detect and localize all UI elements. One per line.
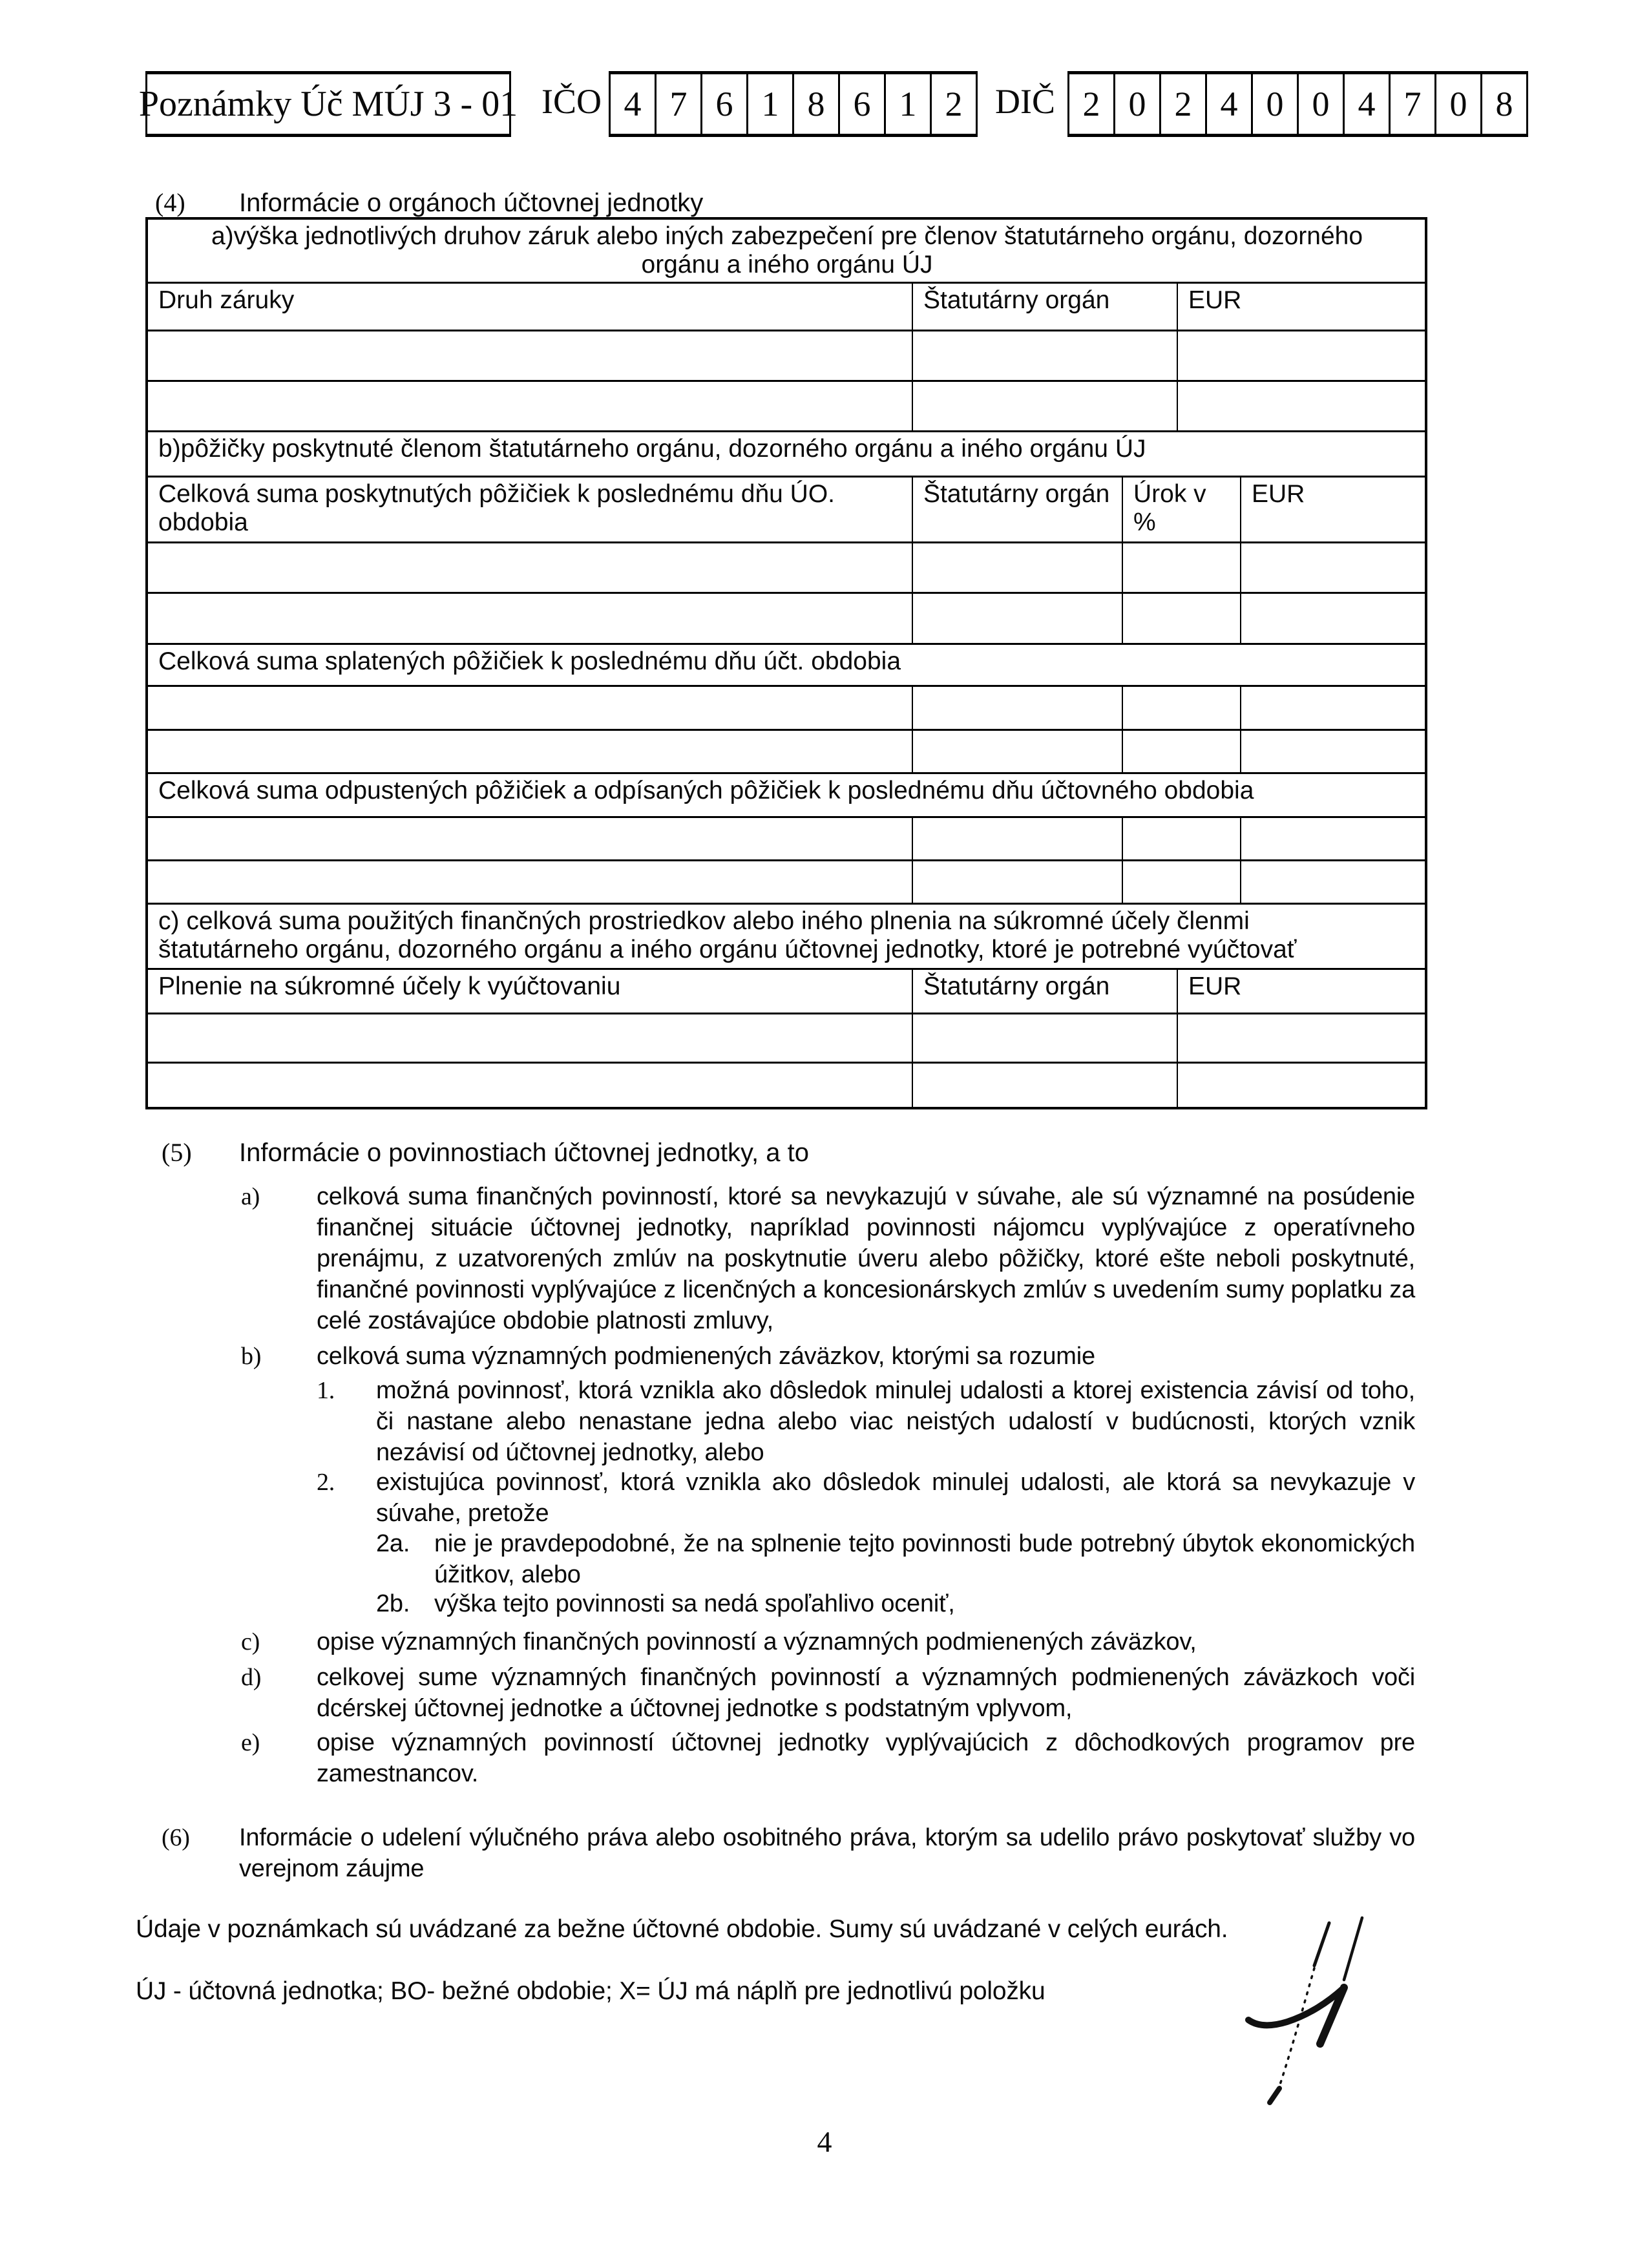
item-d-marker: d) (241, 1664, 262, 1691)
empty-cell (912, 593, 1122, 644)
empty-cell (147, 331, 912, 381)
empty-cell (1241, 543, 1426, 593)
empty-cell (147, 817, 912, 861)
empty-cell (147, 861, 912, 904)
section6-heading (162, 1822, 1415, 1884)
footer-note-1: Údaje v poznámkach sú uvádzané za bežne účtovné obdobie. Sumy sú uvádzané v celých eurách. (136, 1915, 1228, 1943)
dic-digit-cell: 0 (1113, 74, 1159, 134)
empty-cell (912, 543, 1122, 593)
item-c-marker: c) (241, 1628, 260, 1655)
empty-cell (147, 593, 912, 644)
dic-digit-cell: 8 (1480, 74, 1526, 134)
sub-item-2-marker: 2. (317, 1469, 335, 1496)
sub-item-2a-text: nie je pravdepodobné, že na splnenie tejto povinnosti bude potrebný úbytok ekonomických úžitkov, alebo (434, 1530, 1415, 1588)
empty-cell (1241, 817, 1426, 861)
empty-cell (1241, 593, 1426, 644)
empty-cell (1122, 686, 1241, 730)
section5-item-a (241, 1181, 1415, 1336)
private-organ-header-cell: Štatutárny orgán (912, 969, 1177, 1014)
section6-marker: (6) (162, 1824, 190, 1851)
section5-title: Informácie o povinnostiach účtovnej jednotky, a to (239, 1139, 809, 1167)
empty-cell (1177, 1063, 1426, 1108)
forgiven-loans-header-cell: Celková suma odpustených pôžičiek a odpísaných pôžičiek k poslednému dňu účtovného obdobia (147, 773, 1426, 817)
empty-cell (147, 543, 912, 593)
section4-marker: (4) (155, 188, 185, 217)
ico-digit-cell: 8 (792, 74, 838, 134)
item-d-text: celkovej sume významných finančných povinností a významných podmienených záväzkoch voči dcérskej účtovnej jednotke a účtovnej jednotke s podstatným vplyvom, (317, 1664, 1415, 1722)
dic-digit-cell: 0 (1434, 74, 1480, 134)
empty-cell (1177, 1014, 1426, 1063)
ico-digit-cell: 1 (746, 74, 792, 134)
empty-cell (147, 381, 912, 432)
section5-item-d (241, 1662, 1415, 1724)
table-b-header-cell: b)pôžičky poskytnuté členom štatutárneho orgánu, dozorného orgánu a iného orgánu ÚJ (147, 432, 1426, 477)
guarantee-type-header-cell: Druh záruky (147, 283, 912, 331)
ico-digit-cell: 7 (655, 74, 700, 134)
item-a-marker: a) (241, 1183, 260, 1210)
section5-marker: (5) (162, 1138, 192, 1167)
empty-cell (912, 730, 1122, 773)
dic-label: DIČ (995, 82, 1055, 121)
sub-item-2a-marker: 2a. (376, 1530, 410, 1557)
dic-digit-cell: 0 (1297, 74, 1343, 134)
empty-cell (912, 331, 1177, 381)
empty-cell (147, 1063, 912, 1108)
dic-digit-cell: 2 (1159, 74, 1205, 134)
section5-item-e (241, 1727, 1415, 1789)
section5-heading (162, 1137, 1493, 1168)
organs-table (145, 217, 1427, 1109)
sub-item-1-text: možná povinnosť, ktorá vznikla ako dôsledok minulej udalosti a ktorej existencia závisí od toho, či nastane alebo nenastane jedna alebo viac neistých udalostí v budúcnosti, ktorých vznik nezávisí od účtovnej jednotky, alebo (376, 1377, 1415, 1466)
loans-organ-header-cell: Štatutárny orgán (912, 477, 1122, 543)
empty-cell (912, 861, 1122, 904)
table-c-header-line1: c) celková suma použitých finančných prostriedkov alebo iného plnenia na súkromné účely členmi (158, 907, 1250, 935)
empty-cell (1122, 730, 1241, 773)
empty-cell (1241, 730, 1426, 773)
section6-text: Informácie o udelení výlučného práva alebo osobitného práva, ktorým sa udelilo právo poskytovať služby vo verejnom záujme (239, 1824, 1415, 1882)
empty-cell (1122, 543, 1241, 593)
empty-cell (1177, 331, 1426, 381)
sub-item-1-marker: 1. (317, 1377, 335, 1404)
guarantee-eur-header-cell: EUR (1177, 283, 1426, 331)
loans-sum-line1: Celková suma poskytnutých pôžičiek k poslednému dňu ÚO. (158, 480, 835, 508)
footer-note-2: ÚJ - účtovná jednotka; BO- bežné obdobie; X= ÚJ má náplň pre jednotlivú položku (136, 1977, 1045, 2005)
dic-digit-cell: 4 (1343, 74, 1389, 134)
loans-sum-header-cell (147, 477, 912, 543)
section5-item-c (241, 1626, 1415, 1657)
section5-item-b (241, 1341, 1415, 1372)
table-c-header-cell (147, 904, 1426, 969)
empty-cell (147, 686, 912, 730)
ico-digit-cell: 6 (838, 74, 884, 134)
empty-cell (147, 730, 912, 773)
empty-cell (912, 1063, 1177, 1108)
empty-cell (147, 1014, 912, 1063)
ico-digit-cell: 1 (884, 74, 930, 134)
private-eur-header-cell: EUR (1177, 969, 1426, 1014)
dic-digit-cell: 4 (1205, 74, 1251, 134)
empty-cell (912, 817, 1122, 861)
ico-digit-cell: 6 (700, 74, 746, 134)
empty-cell (1177, 381, 1426, 432)
table-c-header-line2: štatutárneho orgánu, dozorného orgánu a iného orgánu účtovnej jednotky, ktoré je potrebné vyúčtovať (158, 936, 1297, 963)
empty-cell (1122, 593, 1241, 644)
empty-cell (1122, 817, 1241, 861)
item-a-text: celková suma finančných povinností, ktoré sa nevykazujú v súvahe, ale sú významné na posúdenie finančnej situácie účtovnej jednotky, napríklad povinnosti nájomcu vyplývajúce z operatívneho prenájmu, z uzatvorených zmlúv na poskytnutie úveru alebo pôžičky, ktoré ešte neboli poskytnuté, finančné povinnosti vyplývajúce z licenčných a koncesionárskych zmlúv s uvedením sumy poplatku za celé zostávajúce obdobie platnosti zmluvy, (317, 1183, 1415, 1334)
form-code-label: Poznámky Úč MÚJ 3 - 01 (138, 84, 518, 124)
ico-digit-boxes (609, 71, 978, 137)
section5-sub-item-2b (376, 1588, 1415, 1619)
sub-item-2-text: existujúca povinnosť, ktorá vznikla ako dôsledok minulej udalosti, ale ktorá sa nevykazuje v súvahe, pretože (376, 1469, 1415, 1527)
private-use-header-cell: Plnenie na súkromné účely k vyúčtovaniu (147, 969, 912, 1014)
ico-label: IČO (541, 82, 602, 121)
loans-interest-header-cell: Úrok v % (1122, 477, 1241, 543)
item-e-marker: e) (241, 1729, 260, 1756)
ico-digit-cell: 4 (624, 85, 642, 123)
page-number: 4 (817, 2125, 832, 2158)
sub-item-2b-marker: 2b. (376, 1590, 410, 1617)
section5-sub-item-2a (376, 1528, 1415, 1590)
table-a-header-line1: a)výška jednotlivých druhov záruk alebo iných zabezpečení pre členov štatutárneho orgánu, dozorného (211, 222, 1363, 250)
empty-cell (1122, 861, 1241, 904)
dic-digit-cell: 7 (1389, 74, 1434, 134)
item-b-marker: b) (241, 1343, 262, 1370)
empty-cell (912, 686, 1122, 730)
table-a-header-line2: orgánu a iného orgánu ÚJ (641, 251, 933, 278)
item-c-text: opise významných finančných povinností a významných podmienených záväzkov, (317, 1628, 1197, 1655)
empty-cell (1241, 861, 1426, 904)
repaid-loans-header-cell: Celková suma splatených pôžičiek k poslednému dňu účt. obdobia (147, 644, 1426, 686)
empty-cell (1241, 686, 1426, 730)
dic-digit-boxes (1067, 71, 1528, 137)
sub-item-2b-text: výška tejto povinnosti sa nedá spoľahlivo oceniť, (434, 1590, 955, 1617)
section5-sub-item-1 (317, 1375, 1415, 1468)
loans-sum-line2: obdobia (158, 509, 248, 536)
empty-cell (912, 1014, 1177, 1063)
section4-heading (155, 187, 1467, 218)
loans-eur-header-cell: EUR (1241, 477, 1426, 543)
dic-digit-cell: 2 (1082, 85, 1100, 123)
table-a-header-cell (147, 218, 1426, 283)
section4-title: Informácie o orgánoch účtovnej jednotky (239, 189, 704, 217)
guarantee-organ-header-cell: Štatutárny orgán (912, 283, 1177, 331)
dic-digit-cell: 0 (1251, 74, 1297, 134)
item-e-text: opise významných povinností účtovnej jednotky vyplývajúcich z dôchodkových programov pre zamestnancov. (317, 1729, 1415, 1787)
section5-sub-item-2 (317, 1467, 1415, 1529)
ico-digit-cell: 2 (930, 74, 976, 134)
empty-cell (912, 381, 1177, 432)
item-b-text: celková suma významných podmienených záväzkov, ktorými sa rozumie (317, 1343, 1095, 1370)
form-code-box (138, 71, 518, 137)
